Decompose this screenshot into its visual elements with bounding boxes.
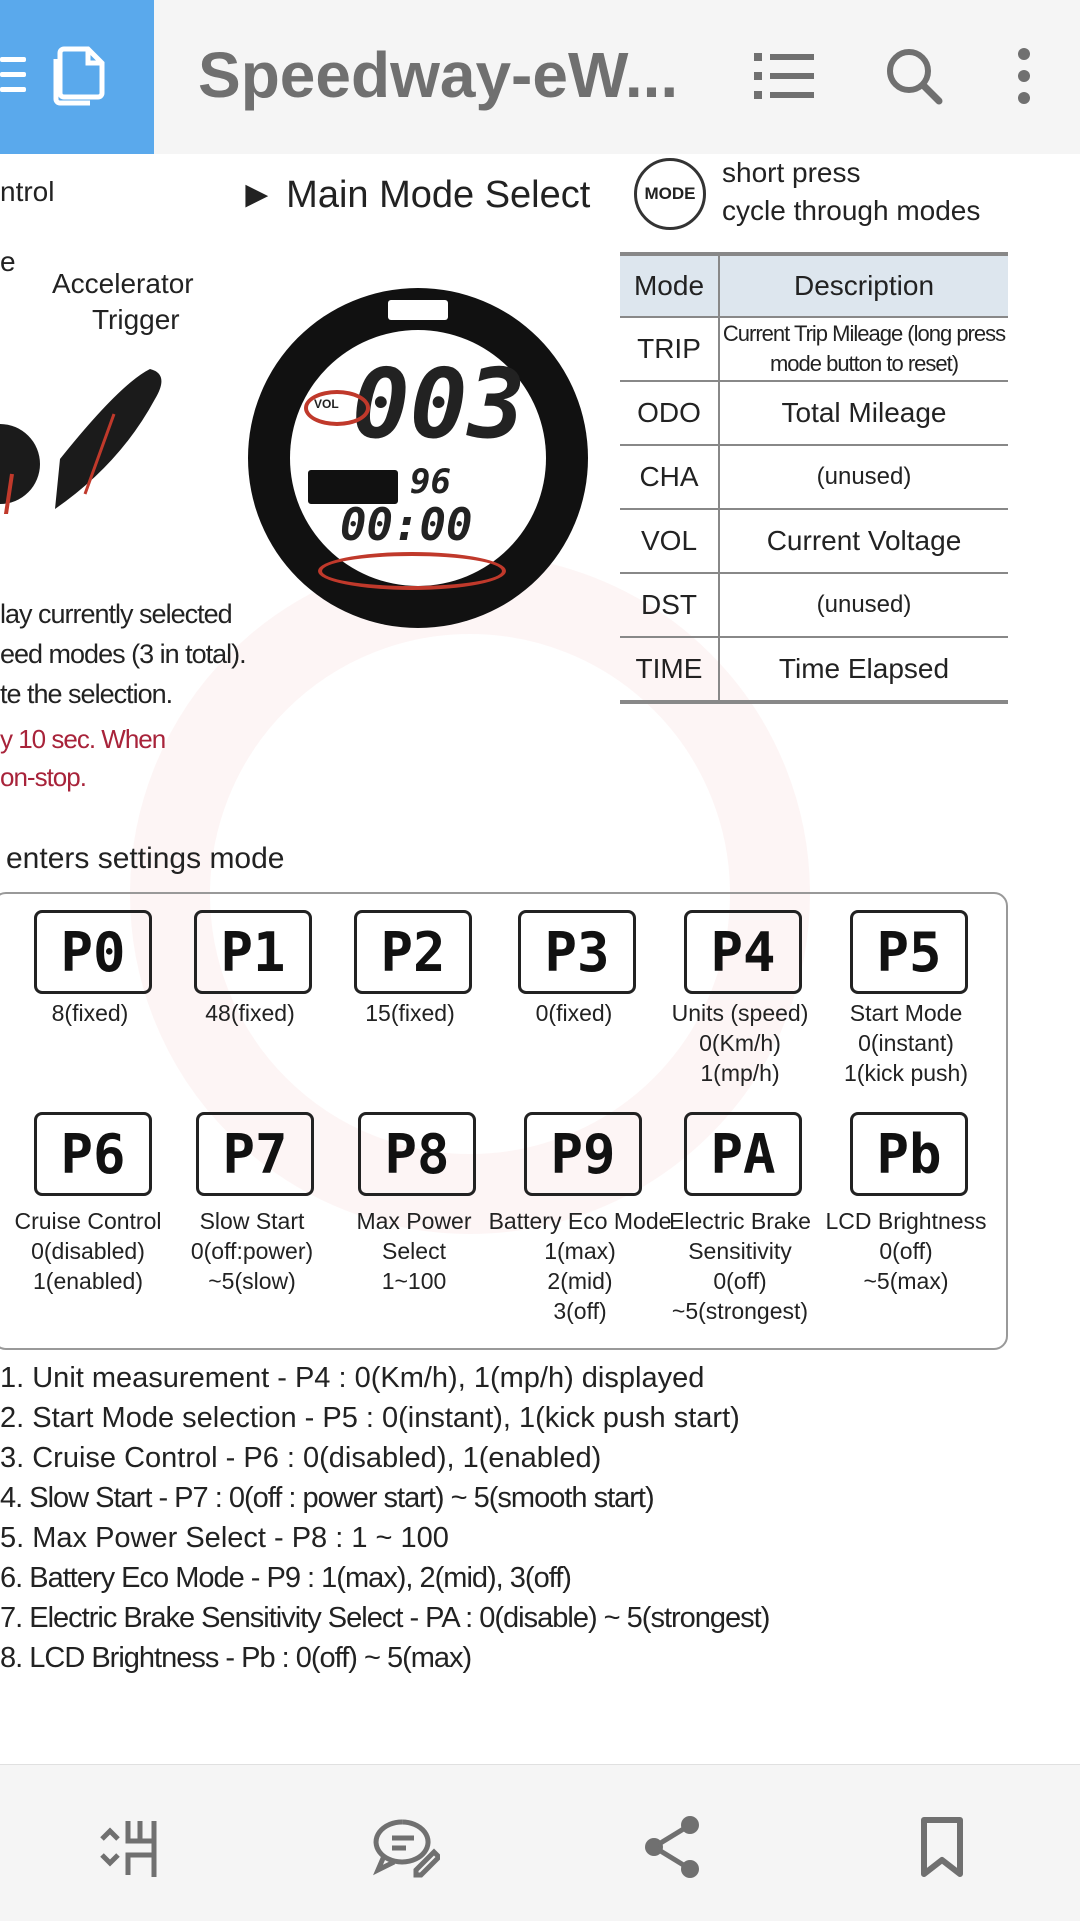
comment-icon[interactable] [370,1811,442,1883]
param-p6-label: Cruise Control 0(disabled) 1(enabled) [14,1208,162,1294]
meter-time: 00:00 [340,500,473,551]
param-p1-box: P1 [194,910,312,994]
param-p7-label: Slow Start 0(off:power) ~5(slow) [190,1208,314,1294]
bottom-toolbar [0,1764,1080,1921]
param-p3-label: 0(fixed) [535,1000,613,1026]
param-p6-box: P6 [34,1112,152,1196]
table-row: VOL Current Voltage [620,509,1008,573]
table-row: TIME Time Elapsed [620,637,1008,702]
meter-vol-tag: VOL [314,397,339,411]
list-item: 3. Cruise Control - P6 : 0(disabled), 1(enabled) [0,1442,602,1474]
main-mode-select-heading: ► Main Mode Select [238,174,591,216]
mode-button-instructions: short press cycle through modes [722,157,981,226]
sidebar-toggle-area[interactable] [0,0,154,154]
mode-table-header-mode: Mode [620,254,719,317]
param-p9-label: Battery Eco Mode 1(max) 2(mid) 3(off) [488,1208,672,1324]
bookmark-icon[interactable] [906,1811,978,1883]
reflow-icon[interactable] [94,1811,166,1883]
param-pb-label: LCD Brightness 0(off) ~5(max) [825,1208,987,1294]
table-row: CHA (unused) [620,445,1008,509]
share-icon[interactable] [636,1811,708,1883]
lcd-meter-image [248,288,588,628]
table-row: TRIP Current Trip Mileage (long press mode button to reset) [620,317,1008,381]
param-p0-label: 8(fixed) [51,1000,129,1026]
meter-battery-percent: 96 [410,462,451,502]
auto-cycle-note: y 10 sec. When on-stop. [0,724,166,792]
param-p9-box: P9 [524,1112,642,1196]
param-p5-box: P5 [850,910,968,994]
param-p2-box: P2 [354,910,472,994]
more-vert-icon[interactable] [988,40,1060,112]
list-item: 7. Electric Brake Sensitivity Select - PA : 0(disable) ~ 5(strongest) [0,1602,770,1634]
param-p8-label: Max Power Select 1~100 [356,1208,472,1294]
settings-notes-list [0,1358,769,1678]
param-pb-box: Pb [850,1112,968,1196]
list-item: 1. Unit measurement - P4 : 0(Km/h), 1(mp/h) displayed [0,1362,705,1394]
meter-big-digits: 003 [352,348,526,460]
param-p4-box: P4 [684,910,802,994]
mode-table [620,252,1008,704]
menu-icon[interactable] [0,57,26,97]
list-item: 6. Battery Eco Mode - P9 : 1(max), 2(mid), 3(off) [0,1562,571,1594]
display-description: lay currently selected eed modes (3 in total). te the selection. [0,599,246,709]
param-p7-box: P7 [196,1112,314,1196]
param-p2-label: 15(fixed) [365,1000,455,1026]
document-page[interactable] [0,154,1080,1764]
param-p0-box: P0 [34,910,152,994]
accelerator-label: Accelerator Trigger [52,268,194,335]
scooter-handle-image [0,314,175,514]
param-p3-box: P3 [518,910,636,994]
list-item: 2. Start Mode selection - P5 : 0(instant), 1(kick push start) [0,1402,740,1434]
mode-table-header-description: Description [719,254,1008,317]
list-item: 4. Slow Start - P7 : 0(off : power start) ~ 5(smooth start) [0,1482,654,1514]
list-item: 8. LCD Brightness - Pb : 0(off) ~ 5(max) [0,1642,472,1674]
settings-mode-heading: enters settings mode [6,842,285,875]
param-p4-label: Units (speed) 0(Km/h) 1(mp/h) [671,1000,809,1086]
app-bar [0,0,1080,155]
param-p8-box: P8 [358,1112,476,1196]
param-p5-label: Start Mode 0(instant) 1(kick push) [844,1000,968,1086]
table-row: DST (unused) [620,573,1008,637]
left-fragment-control: ntrol [0,176,55,207]
table-row: ODO Total Mileage [620,381,1008,445]
list-icon[interactable] [748,40,820,112]
mode-button-image: MODE [634,158,706,230]
search-icon[interactable] [878,40,950,112]
param-pa-box: PA [684,1112,802,1196]
list-item: 5. Max Power Select - P8 : 1 ~ 100 [0,1522,449,1554]
param-pa-label: Electric Brake Sensitivity 0(off) ~5(strongest) [669,1208,811,1324]
left-fragment-e: e [0,246,16,277]
param-p1-label: 48(fixed) [205,1000,295,1026]
document-title: Speedway-eW... [198,39,679,111]
document-icon[interactable] [50,45,108,107]
